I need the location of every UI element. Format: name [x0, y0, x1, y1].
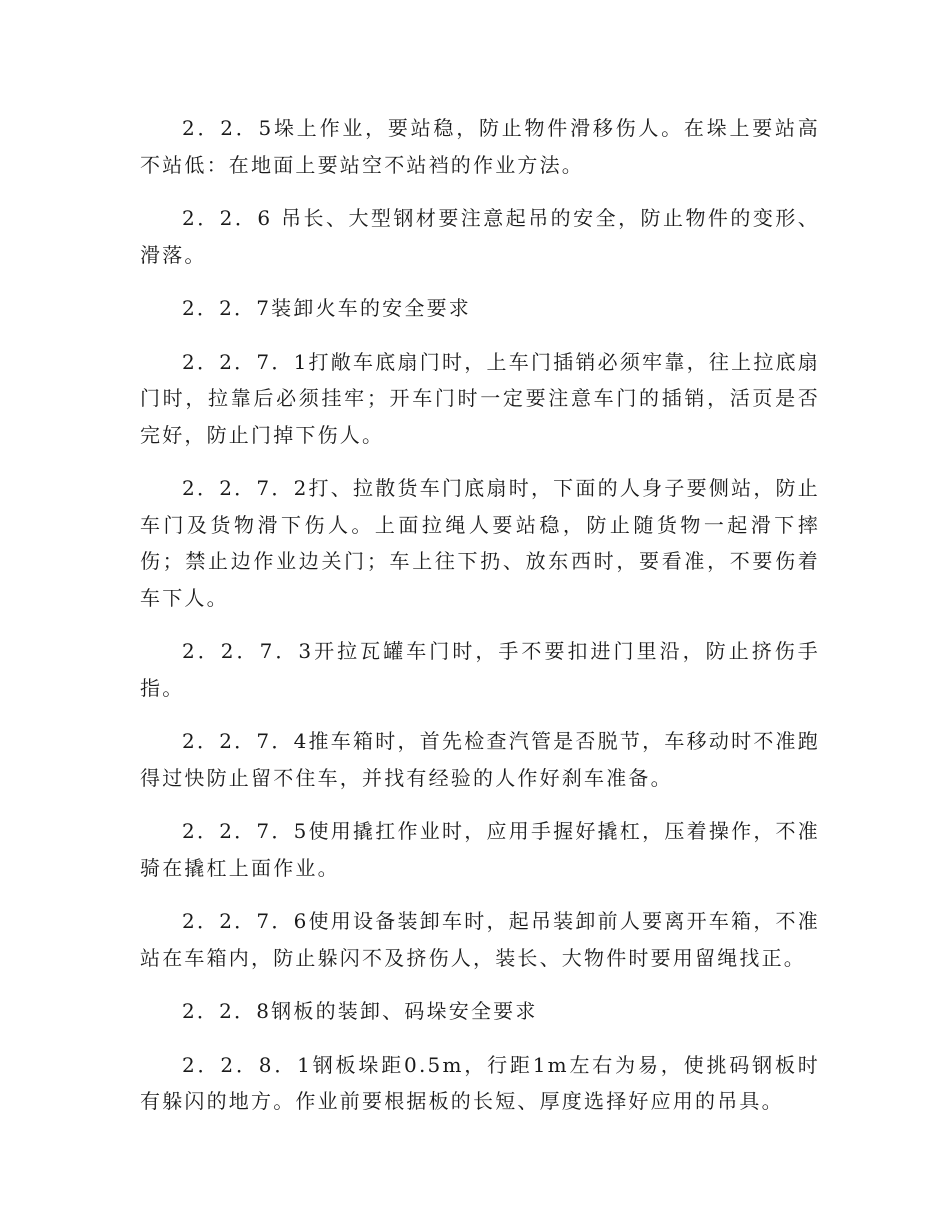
- section-heading-2-2-7: 2．2．7装卸火车的安全要求: [182, 296, 471, 320]
- paragraph-2-2-7-4: 2．2．7．4推车箱时，首先检查汽管是否脱节，车移动时不准跑得过快防止留不住车，并找有经验的人作好刹车准备。: [140, 729, 820, 790]
- paragraph-2-2-5: 2．2．5垛上作业，要站稳，防止物件滑移伤人。在垛上要站高不站低：在地面上要站空不站裆的作业方法。: [140, 116, 820, 177]
- paragraph-2-2-7-5: 2．2．7．5使用撬扛作业时，应用手握好撬杠，压着操作，不准骑在撬杠上面作业。: [140, 819, 820, 880]
- paragraph-2-2-7-2: 2．2．7．2打、拉散货车门底扇时，下面的人身子要侧站，防止车门及货物滑下伤人。上面拉绳人要站稳，防止随货物一起滑下摔伤；禁止边作业边关门；车上往下扔、放东西时，要看准，不要伤着车下人。: [140, 476, 820, 610]
- paragraph-2-2-7-1: 2．2．7．1打敞车底扇门时，上车门插销必须牢靠，往上拉底扇门时，拉靠后必须挂牢；开车门时一定要注意车门的插销，活页是否完好，防止门掉下伤人。: [140, 349, 820, 447]
- paragraph-2-2-7-6: 2．2．7．6使用设备装卸车时，起吊装卸前人要离开车箱，不准站在车箱内，防止躲闪不及挤伤人，装长、大物件时要用留绳找正。: [140, 909, 820, 970]
- document-body: [140, 110, 820, 1137]
- paragraph-2-2-6: 2．2．6 吊长、大型钢材要注意起吊的安全，防止物件的变形、滑落。: [140, 206, 820, 267]
- section-heading-2-2-8: 2．2．8钢板的装卸、码垛安全要求: [182, 999, 538, 1023]
- paragraph-2-2-8-1: 2．2．8．1钢板垛距0.5m，行距1m左右为易，使挑码钢板时有躲闪的地方。作业前要根据板的长短、厚度选择好应用的吊具。: [140, 1052, 820, 1113]
- paragraph-2-2-7-3: 2．2．7．3开拉瓦罐车门时，手不要扣进门里沿，防止挤伤手指。: [140, 639, 820, 700]
